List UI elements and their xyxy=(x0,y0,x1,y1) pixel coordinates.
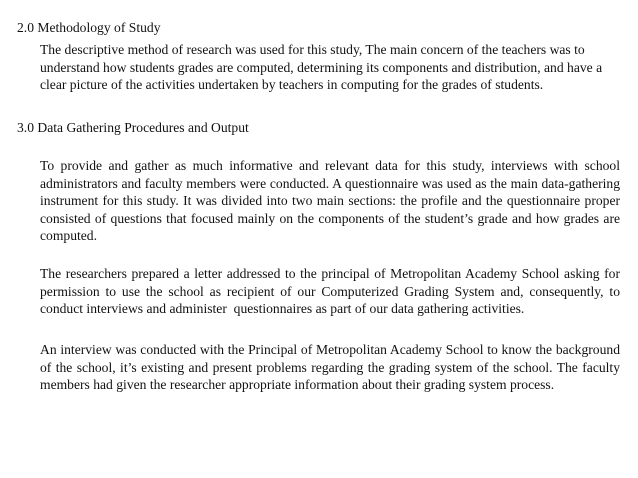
section-3-paragraph-letter: The researchers prepared a letter addressed to the principal of Metropolitan Academy School asking for permission to use the school as recipient of our Computerized Grading System and, consequently, to conduct interviews and administer questionnaires as part of our data gathering activities. xyxy=(40,266,624,317)
section-3-paragraph-questionnaire: To provide and gather as much informative and relevant data for this study, interviews with school administrators and faculty members were conducted. A questionnaire was used as the main data-gathering instrument for this study. It was divided into two main sections: the profile and the questionnaire proper consisted of questions that focused mainly on the components of the student’s grade and how grades are computed. xyxy=(40,158,620,244)
section-3-paragraph-interview: An interview was conducted with the Principal of Metropolitan Academy School to know the background of the school, it’s existing and present problems regarding the grading system of the school. The faculty members had given the researcher appropriate information about their grading system process. xyxy=(40,342,620,393)
section-3-heading: 3.0 Data Gathering Procedures and Output xyxy=(17,120,249,135)
section-2-paragraph: The descriptive method of research was used for this study, The main concern of the teachers was to understand how students grades are computed, determining its components and distribution, and have a clear picture of the activities undertaken by teachers in computing for the grades of students. xyxy=(40,42,603,93)
section-2-heading: 2.0 Methodology of Study xyxy=(17,20,161,35)
